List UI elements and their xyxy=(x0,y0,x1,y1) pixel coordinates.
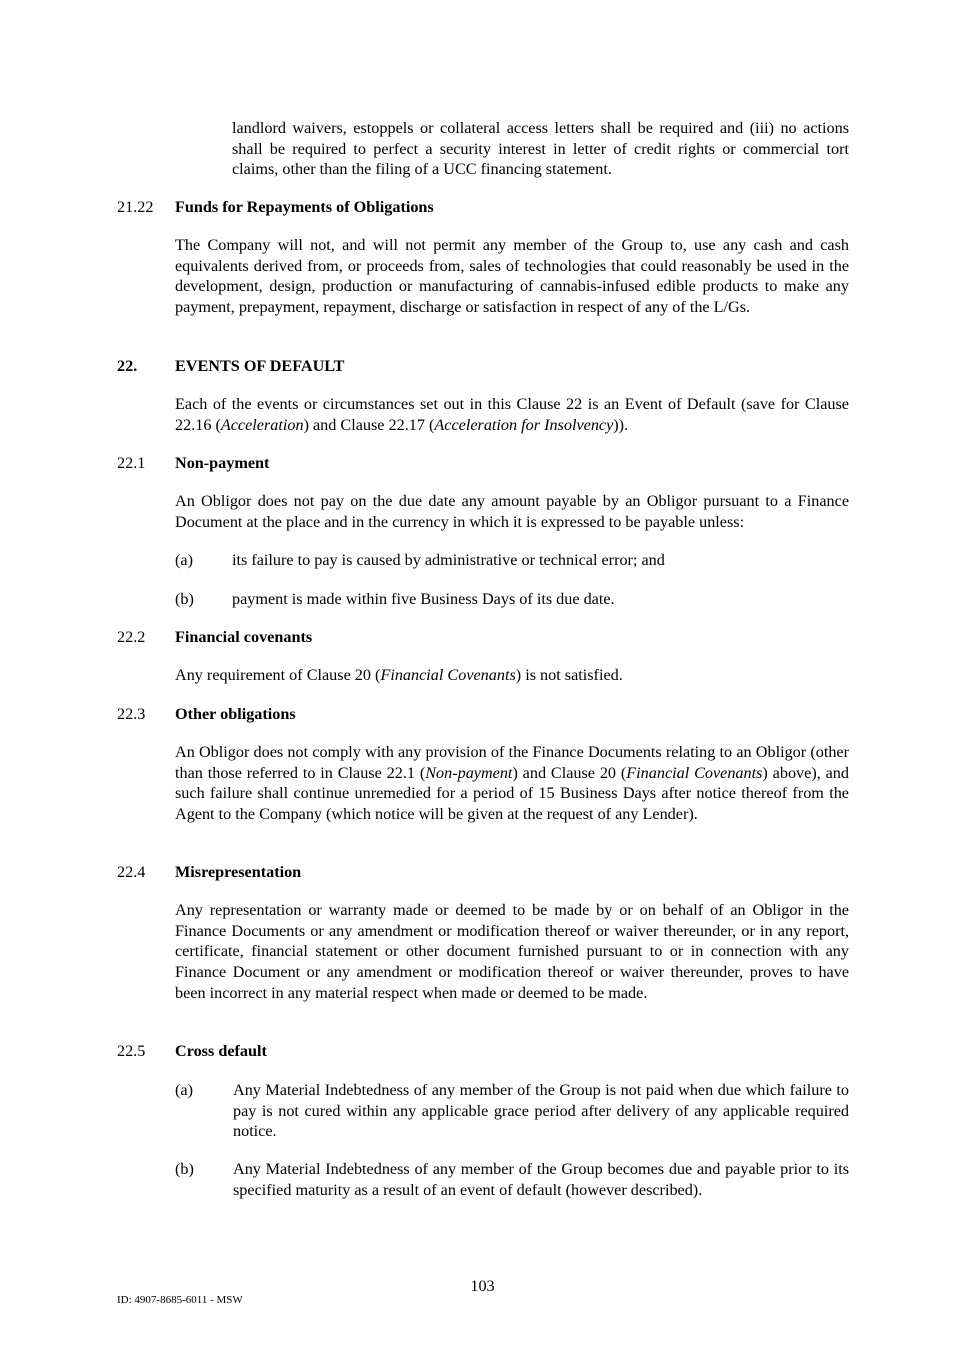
list-label: (a) xyxy=(175,1081,193,1099)
clause-number: 22.5 xyxy=(117,1042,146,1060)
list-item: payment is made within five Business Days of its due date. xyxy=(232,590,615,608)
section-heading: EVENTS OF DEFAULT xyxy=(175,357,345,375)
section-number: 22. xyxy=(117,357,138,375)
list-label: (b) xyxy=(175,1160,194,1178)
clause-body: An Obligor does not pay on the due date any amount payable by an Obligor pursuant to a Finance Document at the place and in the currency in which it is expressed to be payable unless: xyxy=(175,492,849,531)
clause-heading: Funds for Repayments of Obligations xyxy=(175,198,434,216)
section-intro: Each of the events or circumstances set out in this Clause 22 is an Event of Default (save for Clause 22.16 (Acceleration) and Clause 22.17 (Acceleration for Insolvency)). xyxy=(175,395,849,434)
clause-body: Any representation or warranty made or deemed to be made by or on behalf of an Obligor in the Finance Documents or any amendment or modification thereof or waiver thereunder, or in any report, certificate, financial statement or other document furnished pursuant to or in connection with any Finance Document or any amendment or modification thereof or waiver thereunder, proves to have been incorrect in any material respect when made or deemed to be made. xyxy=(175,901,849,1002)
clause-body: The Company will not, and will not permit any member of the Group to, use any cash and cash equivalents derived from, or proceeds from, sales of technologies that could reasonably be used in the development, design, production or manufacturing of cannabis-infused edible products to make any payment, prepayment, repayment, discharge or satisfaction in respect of any of the L/Gs. xyxy=(175,236,849,317)
clause-heading: Non-payment xyxy=(175,454,270,472)
clause-heading: Misrepresentation xyxy=(175,863,302,881)
clause-number: 21.22 xyxy=(117,198,154,216)
list-item: its failure to pay is caused by administrative or technical error; and xyxy=(232,551,665,569)
clause-body: An Obligor does not comply with any provision of the Finance Documents relating to an Obligor (other than those referred to in Clause 22.1 (Non-payment) and Clause 20 (Financial Covenants) above), and such failure shall continue unremedied for a period of 15 Business Days after notice thereof from the Agent to the Company (which notice will be given at the request of any Lender). xyxy=(175,743,849,824)
clause-number: 22.4 xyxy=(117,863,146,881)
list-item: Any Material Indebtedness of any member of the Group is not paid when due which failure to pay is not cured within any applicable grace period after delivery of any applicable required notice. xyxy=(233,1081,849,1141)
clause-number: 22.3 xyxy=(117,705,146,723)
clause-heading: Cross default xyxy=(175,1042,267,1060)
list-label: (b) xyxy=(175,590,194,608)
clause-body: Any requirement of Clause 20 (Financial Covenants) is not satisfied. xyxy=(175,666,623,684)
clause-number: 22.1 xyxy=(117,454,146,472)
continuation-paragraph: landlord waivers, estoppels or collateral access letters shall be required and (iii) no actions shall be required to perfect a security interest in letter of credit rights or commercial tort claims, other than the filing of a UCC financing statement. xyxy=(232,119,849,179)
clause-number: 22.2 xyxy=(117,628,146,646)
document-id: ID: 4907-8685-6011 - MSW xyxy=(117,1294,243,1306)
page-number: 103 xyxy=(470,1277,495,1295)
list-label: (a) xyxy=(175,551,193,569)
clause-heading: Financial covenants xyxy=(175,628,313,646)
list-item: Any Material Indebtedness of any member of the Group becomes due and payable prior to its specified maturity as a result of an event of default (however described). xyxy=(233,1160,849,1199)
clause-heading: Other obligations xyxy=(175,705,296,723)
